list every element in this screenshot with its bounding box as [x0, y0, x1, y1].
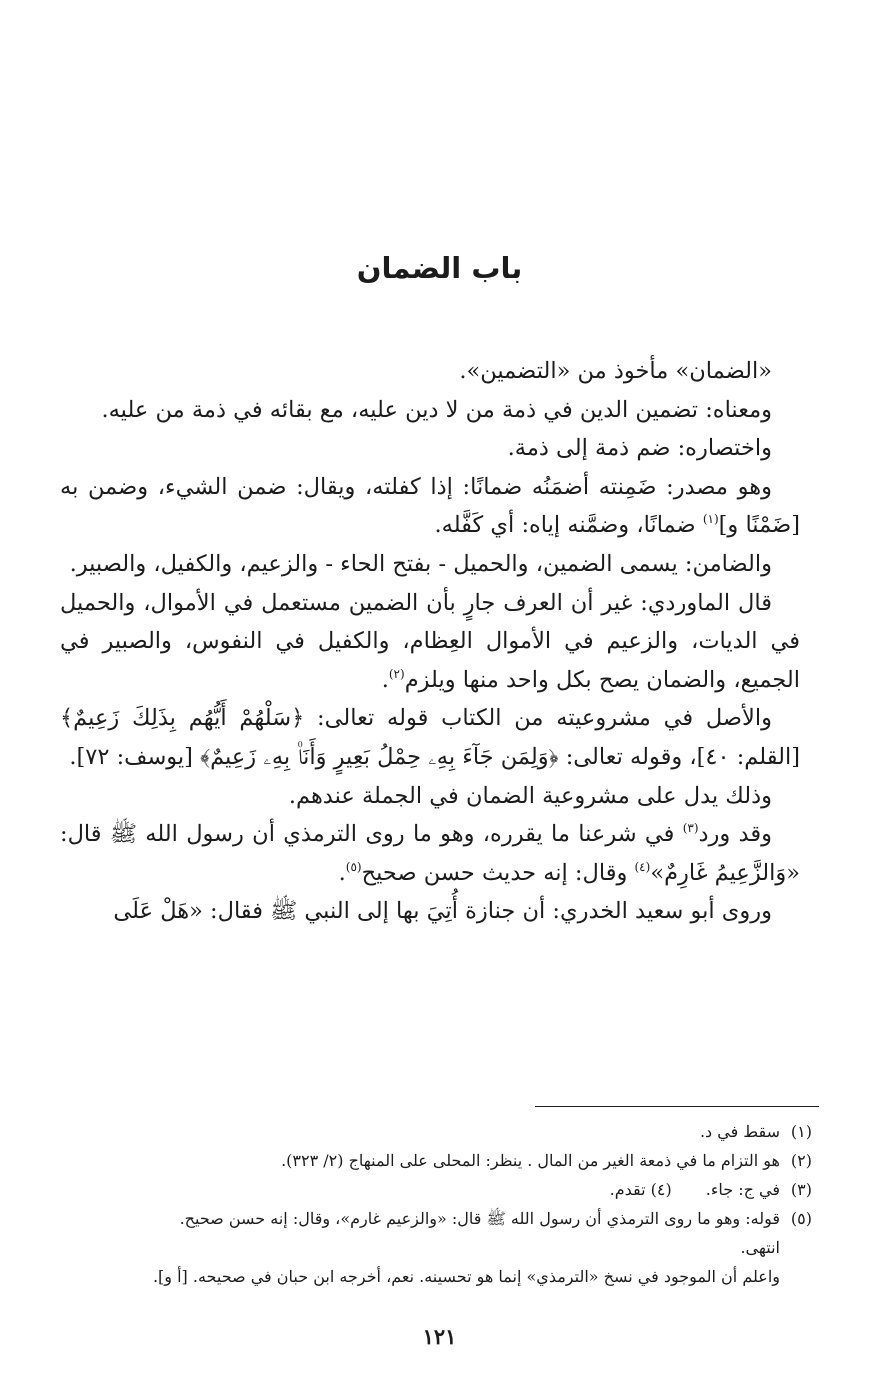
footnote-text [60, 1175, 780, 1204]
footnote-4-number: (٤) [650, 1180, 672, 1199]
footnote-ref-3: (٣) [682, 821, 699, 836]
footnote-ref-5: (٥) [345, 859, 362, 874]
text-span: وقد ورد [698, 821, 772, 848]
footnote-5-note: واعلم أن الموجود في نسخ «الترمذي» إنما هو تحسينه. نعم، أخرجه ابن حبان في صحيحه. [أ و]. [152, 1267, 780, 1286]
footnote-3-text: في ج: جاء. [705, 1180, 780, 1199]
footnote-number: (٣) [790, 1180, 812, 1199]
footnote-text: سقط في د. [699, 1122, 780, 1141]
footnote-2 [60, 1146, 812, 1175]
paragraph-names: والضامن: يسمى الضمين، والحميل - بفتح الحاء - والزعيم، والكفيل، والصبير. [69, 550, 772, 577]
paragraph-legitimacy: وذلك يدل على مشروعية الضمان في الجملة عندهم. [288, 782, 772, 809]
footnote-3-4 [60, 1175, 812, 1204]
footnote-divider [535, 1106, 819, 1107]
paragraph-hadith [60, 815, 800, 892]
paragraph-mawardi [60, 584, 800, 700]
footnote-5 [60, 1204, 812, 1233]
paragraph-summary: واختصاره: ضم ذمة إلى ذمة. [507, 435, 772, 462]
page-number: ١٢١ [422, 1324, 457, 1349]
footnote-number: (٢) [790, 1151, 812, 1170]
paragraph-definition: «الضمان» مأخوذ من «التضمين». [459, 358, 772, 384]
chapter-title: باب الضمان [356, 251, 523, 285]
footnote-ref-4: (٤) [634, 859, 651, 874]
footnote-ref-1: (١) [702, 512, 719, 527]
paragraph-meaning: ومعناه: تضمين الدين في ذمة من لا دين عليه، مع بقائه في ذمة من عليه. [101, 396, 772, 423]
footnote-4-text: تقدم. [609, 1180, 646, 1199]
text-span: وقال: إنه حديث حسن صحيح [361, 859, 635, 886]
paragraph-abu-said: وروى أبو سعيد الخدري: أن جنازة أُتِيَ بها إلى النبي ﷺ فقال: «هَلْ عَلَى [113, 898, 772, 925]
footnote-number: (١) [790, 1122, 812, 1141]
text-span: قال الماوردي: غير أن العرف جارٍ بأن الضمين مستعمل في الأموال، والحميل في الديات، والزعيم في الأموال العِظام، والكفيل في النفوس، والصبير في الجميع، والضمان يصح بكل واحد منها ويلزم [60, 589, 800, 693]
footnote-ref-2: (٢) [388, 666, 405, 681]
footnote-number: (٥) [790, 1209, 812, 1228]
footnote-text: قوله: وهو ما روى الترمذي أن رسول الله ﷺ قال: «والزعيم غارم»، وقال: إنه حسن صحيح. [179, 1209, 780, 1228]
paragraph-quran-evidence: والأصل في مشروعيته من الكتاب قوله تعالى: ﴿سَلْهُمْ أَيُّهُم بِذَلِكَ زَعِيمٌ﴾ [القلم: ٤٠]، وقوله تعالى: ﴿وَلِمَن جَآءَ بِهِۦ حِمْلُ بَعِيرٍ وَأَنَا۠ بِهِۦ زَعِيمٌ﴾ [يوسف: ٧٢]. [60, 705, 800, 770]
main-text [60, 352, 800, 931]
paragraph-etymology [60, 468, 800, 545]
text-span: . [381, 666, 389, 693]
footnote-text: هو التزام ما في ذمعة الغير من المال . ينظر: المحلى على المنهاج (٢/ ٣٢٣). [281, 1151, 780, 1170]
text-span: في شرعنا ما يقرره، وهو ما روى الترمذي أن رسول الله ﷺ قال: «وَالزَّعِيمُ غَارِمٌ» [60, 821, 800, 886]
footnote-1 [60, 1117, 812, 1146]
text-span: وهو مصدر: ضَمِنته أضمَنُه ضمانًا: إذا كفلته، ويقال: ضمن الشيء، وضمن به [ضَمْنًا و] [60, 473, 800, 539]
text-span: . [338, 859, 346, 886]
footnote-5-continuation: انتهى. [740, 1238, 780, 1257]
text-span: ضمانًا، وضمَّنه إياه: أي كَفَّله. [434, 512, 703, 539]
footnotes [60, 1117, 812, 1291]
